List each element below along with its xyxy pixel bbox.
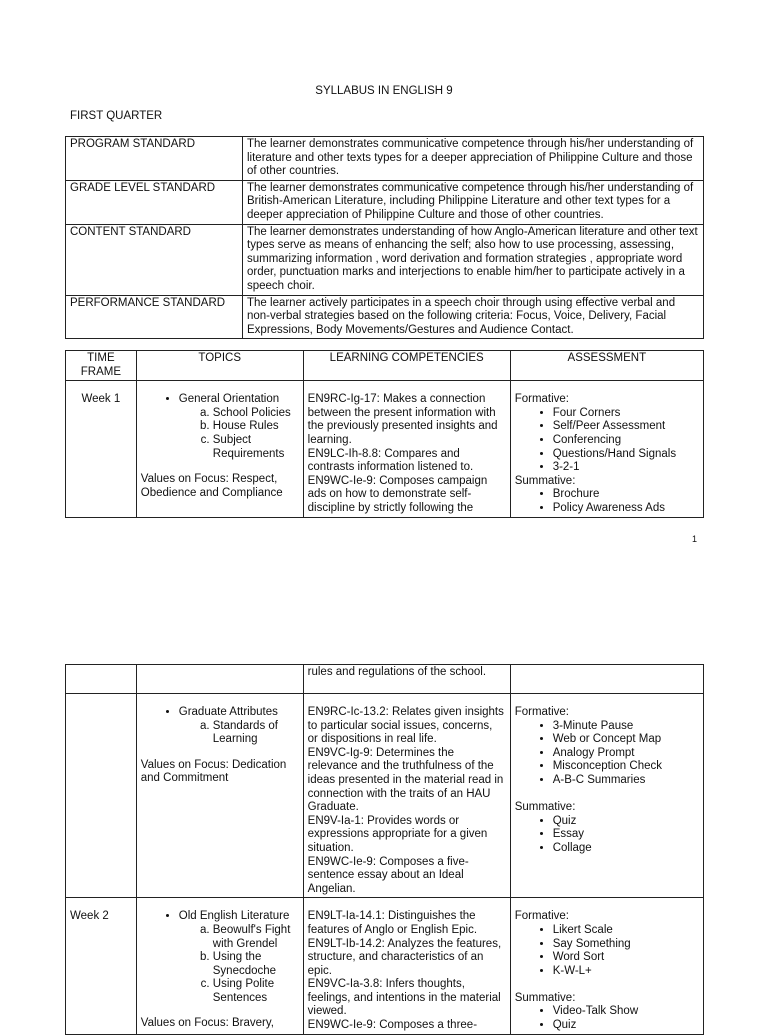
standard-row	[66, 295, 704, 339]
list-item: • Say Something	[553, 938, 699, 952]
standard-text: The learner demonstrates understanding of how Anglo-American literature and other text types serve as means of enhancing the self; also how to use processing, assessing, summarizing information , word derivation and formation strategies , appropriate word order, punctuation marks and interjections to enable him/her to participate actively in a speech choir.	[243, 224, 704, 295]
competencies-cell: EN9RC-Ic-13.2: Relates given insights to particular social issues, concerns, or dispositions in real life. EN9VC-Ig-9: Determines the relevance and the truthfulness of the ideas presented in the material read in connection with the traits of an HAU Graduate. EN9V-Ia-1: Provides words or expressions appropriate for a given situation. EN9WC-Ie-9: Composes a five-sentence essay about an Ideal Angelian.	[303, 694, 510, 898]
header-competencies: LEARNING COMPETENCIES	[303, 351, 510, 381]
summative-label: Summative:	[514, 991, 576, 1004]
header-topics: TOPICS	[136, 351, 303, 381]
assessment-cell	[510, 694, 703, 898]
list-item: • Collage	[553, 842, 699, 856]
page-number: 1	[692, 534, 698, 544]
list-item: • Word Sort	[553, 951, 699, 965]
summative-list	[515, 1005, 699, 1032]
document-title: SYLLABUS IN ENGLISH 9	[315, 85, 453, 97]
competencies-cell: EN9LT-Ia-14.1: Distinguishes the features of Anglo or English Epic. EN9LT-Ib-14.2: Analyzes the features, structure, and characteristics of an epic. EN9VC-Ia-3.8: Infers thoughts, feelings, and intentions in the material viewed. EN9WC-Ie-9: Composes a three-	[303, 898, 510, 1034]
standard-label: PROGRAM STANDARD	[66, 137, 243, 181]
list-item: • Analogy Prompt	[553, 747, 699, 761]
topics-cell	[136, 665, 303, 694]
topic-item	[179, 706, 299, 747]
list-item: • K-W-L+	[553, 965, 699, 979]
list-item: • Likert Scale	[553, 924, 699, 938]
subtopic-list	[179, 720, 299, 747]
values-on-focus: Values on Focus: Dedication and Commitment	[140, 758, 287, 785]
standard-text: The learner demonstrates communicative competence through his/her understanding of British-American Literature, including Philippine Literature and other text types for a deeper appreciation of Philippine Culture and those of other countries.	[243, 180, 704, 224]
standard-text: The learner actively participates in a speech choir through using effective verbal and non-verbal strategies based on the following criteria: Focus, Voice, Delivery, Facial Expressions, Body Movements/Gestures and Audience Contact.	[243, 295, 704, 339]
time-frame-cell: Week 1	[66, 381, 137, 517]
summative-list	[515, 815, 699, 856]
subtopic-item: b. Using the Synecdoche	[213, 951, 299, 978]
standard-row	[66, 224, 704, 295]
standard-label: CONTENT STANDARD	[66, 224, 243, 295]
topic-item	[179, 910, 299, 1005]
formative-list	[515, 407, 699, 475]
subtopic-item: c. Subject Requirements	[213, 434, 299, 461]
list-item: • Misconception Check	[553, 760, 699, 774]
assessment-cell	[510, 665, 703, 694]
formative-label: Formative:	[514, 393, 570, 406]
formative-label: Formative:	[514, 706, 570, 718]
values-on-focus: Values on Focus: Respect, Obedience and Compliance	[140, 473, 283, 499]
values-on-focus: Values on Focus: Bravery,	[140, 1017, 274, 1030]
header-time-frame: TIME FRAME	[66, 351, 137, 381]
list-item: • Self/Peer Assessment	[553, 420, 699, 434]
summative-list	[515, 488, 699, 515]
list-item: • Policy Awareness Ads	[553, 502, 699, 516]
list-item: • Quiz	[553, 815, 699, 829]
topic-list	[141, 706, 299, 747]
time-frame-cell	[66, 665, 137, 694]
subtopic-list	[179, 407, 299, 461]
syllabus-table-continued	[65, 664, 704, 1035]
topic-main: Graduate Attributes	[178, 706, 278, 718]
list-item: • 3-2-1	[553, 461, 699, 475]
time-frame-cell: Week 2	[66, 898, 137, 1034]
subtopic-item: a. School Policies	[213, 407, 299, 421]
standard-text: The learner demonstrates communicative competence through his/her understanding of literature and other texts types for a deeper appreciation of Philippine Culture and those of other countries.	[243, 137, 704, 181]
list-item: • Brochure	[553, 488, 699, 502]
subtopic-item: c. Using Polite Sentences	[213, 978, 299, 1005]
summative-label: Summative:	[514, 801, 576, 814]
table-header-row	[66, 351, 704, 381]
subtopic-item: a. Standards of Learning	[213, 720, 299, 747]
assessment-cell	[510, 898, 703, 1034]
formative-label: Formative:	[514, 910, 570, 923]
summative-label: Summative:	[514, 474, 576, 487]
standards-table	[65, 136, 704, 339]
topics-cell	[136, 694, 303, 898]
list-item: • Web or Concept Map	[553, 733, 699, 747]
list-item: • Video-Talk Show	[553, 1005, 699, 1019]
subtopic-item: b. House Rules	[213, 420, 299, 434]
standard-row	[66, 137, 704, 181]
topic-list	[141, 393, 299, 461]
competencies-cell: EN9RC-Ig-17: Makes a connection between the present information with the previously presented insights and learning. EN9LC-Ih-8.8: Compares and contrasts information listened to. EN9WC-Ie-9: Composes campaign ads on how to demonstrate self-discipline by strictly following the	[303, 381, 510, 517]
standard-label: GRADE LEVEL STANDARD	[66, 180, 243, 224]
list-item: • 3-Minute Pause	[553, 720, 699, 734]
topic-main: Old English Literature	[178, 910, 290, 923]
list-item: • A-B-C Summaries	[553, 774, 699, 788]
standard-row	[66, 180, 704, 224]
list-item: • Questions/Hand Signals	[553, 448, 699, 462]
list-item: • Four Corners	[553, 407, 699, 421]
table-row-week2	[66, 898, 704, 1034]
list-item: • Essay	[553, 828, 699, 842]
table-row-continued	[66, 665, 704, 694]
topic-item	[179, 393, 299, 461]
table-row-graduate	[66, 694, 704, 898]
topics-cell	[136, 898, 303, 1034]
syllabus-table	[65, 350, 704, 518]
time-frame-cell	[66, 694, 137, 898]
header-assessment: ASSESSMENT	[510, 351, 703, 381]
table-row-week1	[66, 381, 704, 517]
topic-list	[141, 910, 299, 1005]
list-item: • Conferencing	[553, 434, 699, 448]
topic-main: General Orientation	[178, 393, 280, 406]
formative-list	[515, 924, 699, 978]
competencies-cell: rules and regulations of the school.	[303, 665, 510, 694]
subtopic-list	[179, 924, 299, 1006]
standard-label: PERFORMANCE STANDARD	[66, 295, 243, 339]
page-gap	[0, 560, 768, 608]
formative-list	[515, 720, 699, 788]
list-item: • Quiz	[553, 1019, 699, 1033]
assessment-cell	[510, 381, 703, 517]
subtopic-item: a. Beowulf's Fight with Grendel	[213, 924, 299, 951]
quarter-heading: FIRST QUARTER	[70, 110, 163, 122]
topics-cell	[136, 381, 303, 517]
